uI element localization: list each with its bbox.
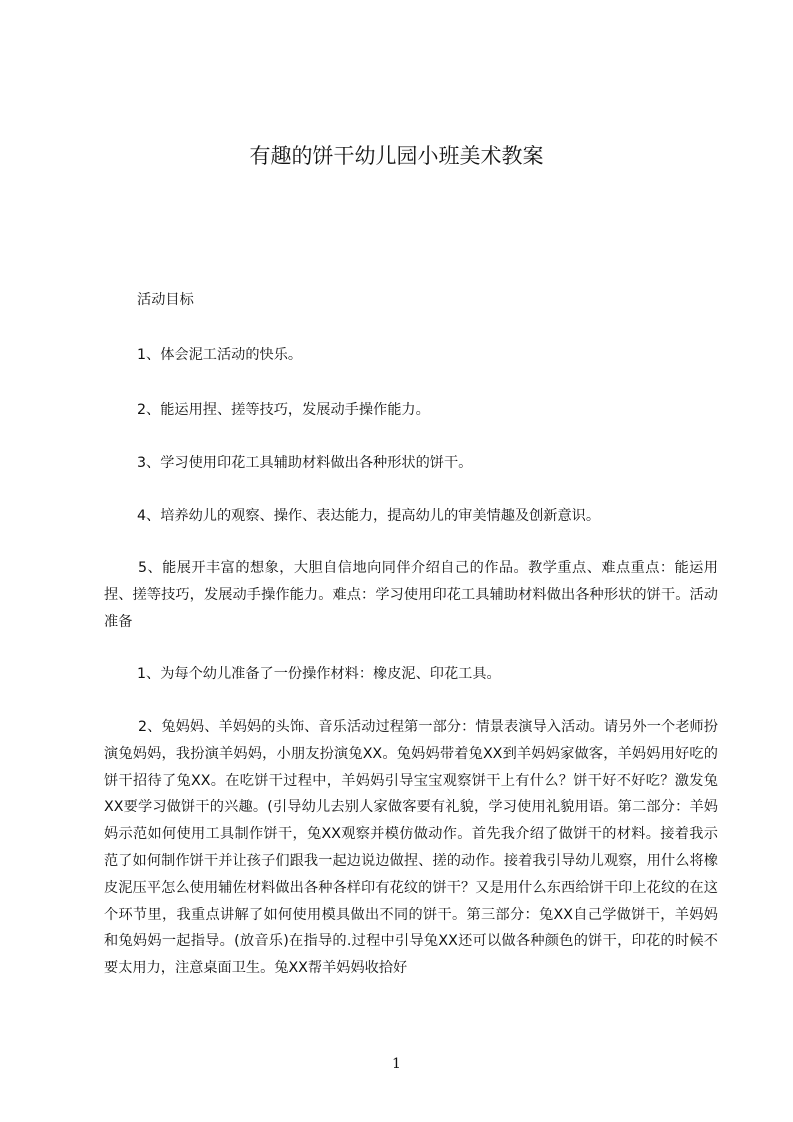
goal-item-4: 4、培养幼儿的观察、操作、表达能力，提高幼儿的审美情趣及创新意识。 bbox=[137, 508, 601, 524]
paragraph-text: 5、能展开丰富的想象，大胆自信地向同伴介绍自己的作品。教学重点、难点重点：能运用捏、搓等技巧，发展动手操作能力。难点：学习使用印花工具辅助材料做出各种形状的饼干。活动准备 bbox=[104, 560, 718, 630]
goal-item-2: 2、能运用捏、搓等技巧，发展动手操作能力。 bbox=[137, 402, 430, 418]
preparation-item-1: 1、为每个幼儿准备了一份操作材料：橡皮泥、印花工具。 bbox=[137, 666, 501, 682]
document-title: 有趣的饼干幼儿园小班美术教案 bbox=[249, 144, 544, 168]
paragraph-text: 2、兔妈妈、羊妈妈的头饰、音乐活动过程第一部分：情景表演导入活动。请另外一个老师扮演兔妈妈，我扮演羊妈妈，小朋友扮演兔XX。兔妈妈带着兔XX到羊妈妈家做客，羊妈妈用好吃的饼干招待了兔XX。在吃饼干过程中，羊妈妈引导宝宝观察饼干上有什么？饼干好不好吃？激发兔XX要学习做饼干的兴趣。(引导幼儿去别人家做客要有礼貌，学习使用礼貌用语。第二部分：羊妈妈示范如何使用工具制作饼干，兔XX观察并模仿做动作。首先我介绍了做饼干的材料。接着我示范了如何制作饼干并让孩子们跟我一起边说边做捏、搓的动作。接着我引导幼儿观察，用什么将橡皮泥压平怎么使用辅佐材料做出各种各样印有花纹的饼干？又是用什么东西给饼干印上花纹的在这个环节里，我重点讲解了如何使用模具做出不同的饼干。第三部分：兔XX自己学做饼干，羊妈妈和兔妈妈一起指导。(放音乐)在指导的.过程中引导兔XX还可以做各种颜色的饼干，印花的时候不要太用力，注意桌面卫生。兔XX帮羊妈妈收拾好 bbox=[104, 719, 718, 977]
paragraph-preparation-2 bbox=[104, 714, 718, 982]
goal-item-1: 1、体会泥工活动的快乐。 bbox=[137, 347, 303, 363]
section-heading: 活动目标 bbox=[137, 292, 194, 308]
paragraph-goal-5 bbox=[104, 555, 718, 635]
goal-item-3: 3、学习使用印花工具辅助材料做出各种形状的饼干。 bbox=[137, 455, 473, 471]
page-number: 1 bbox=[392, 1056, 401, 1072]
